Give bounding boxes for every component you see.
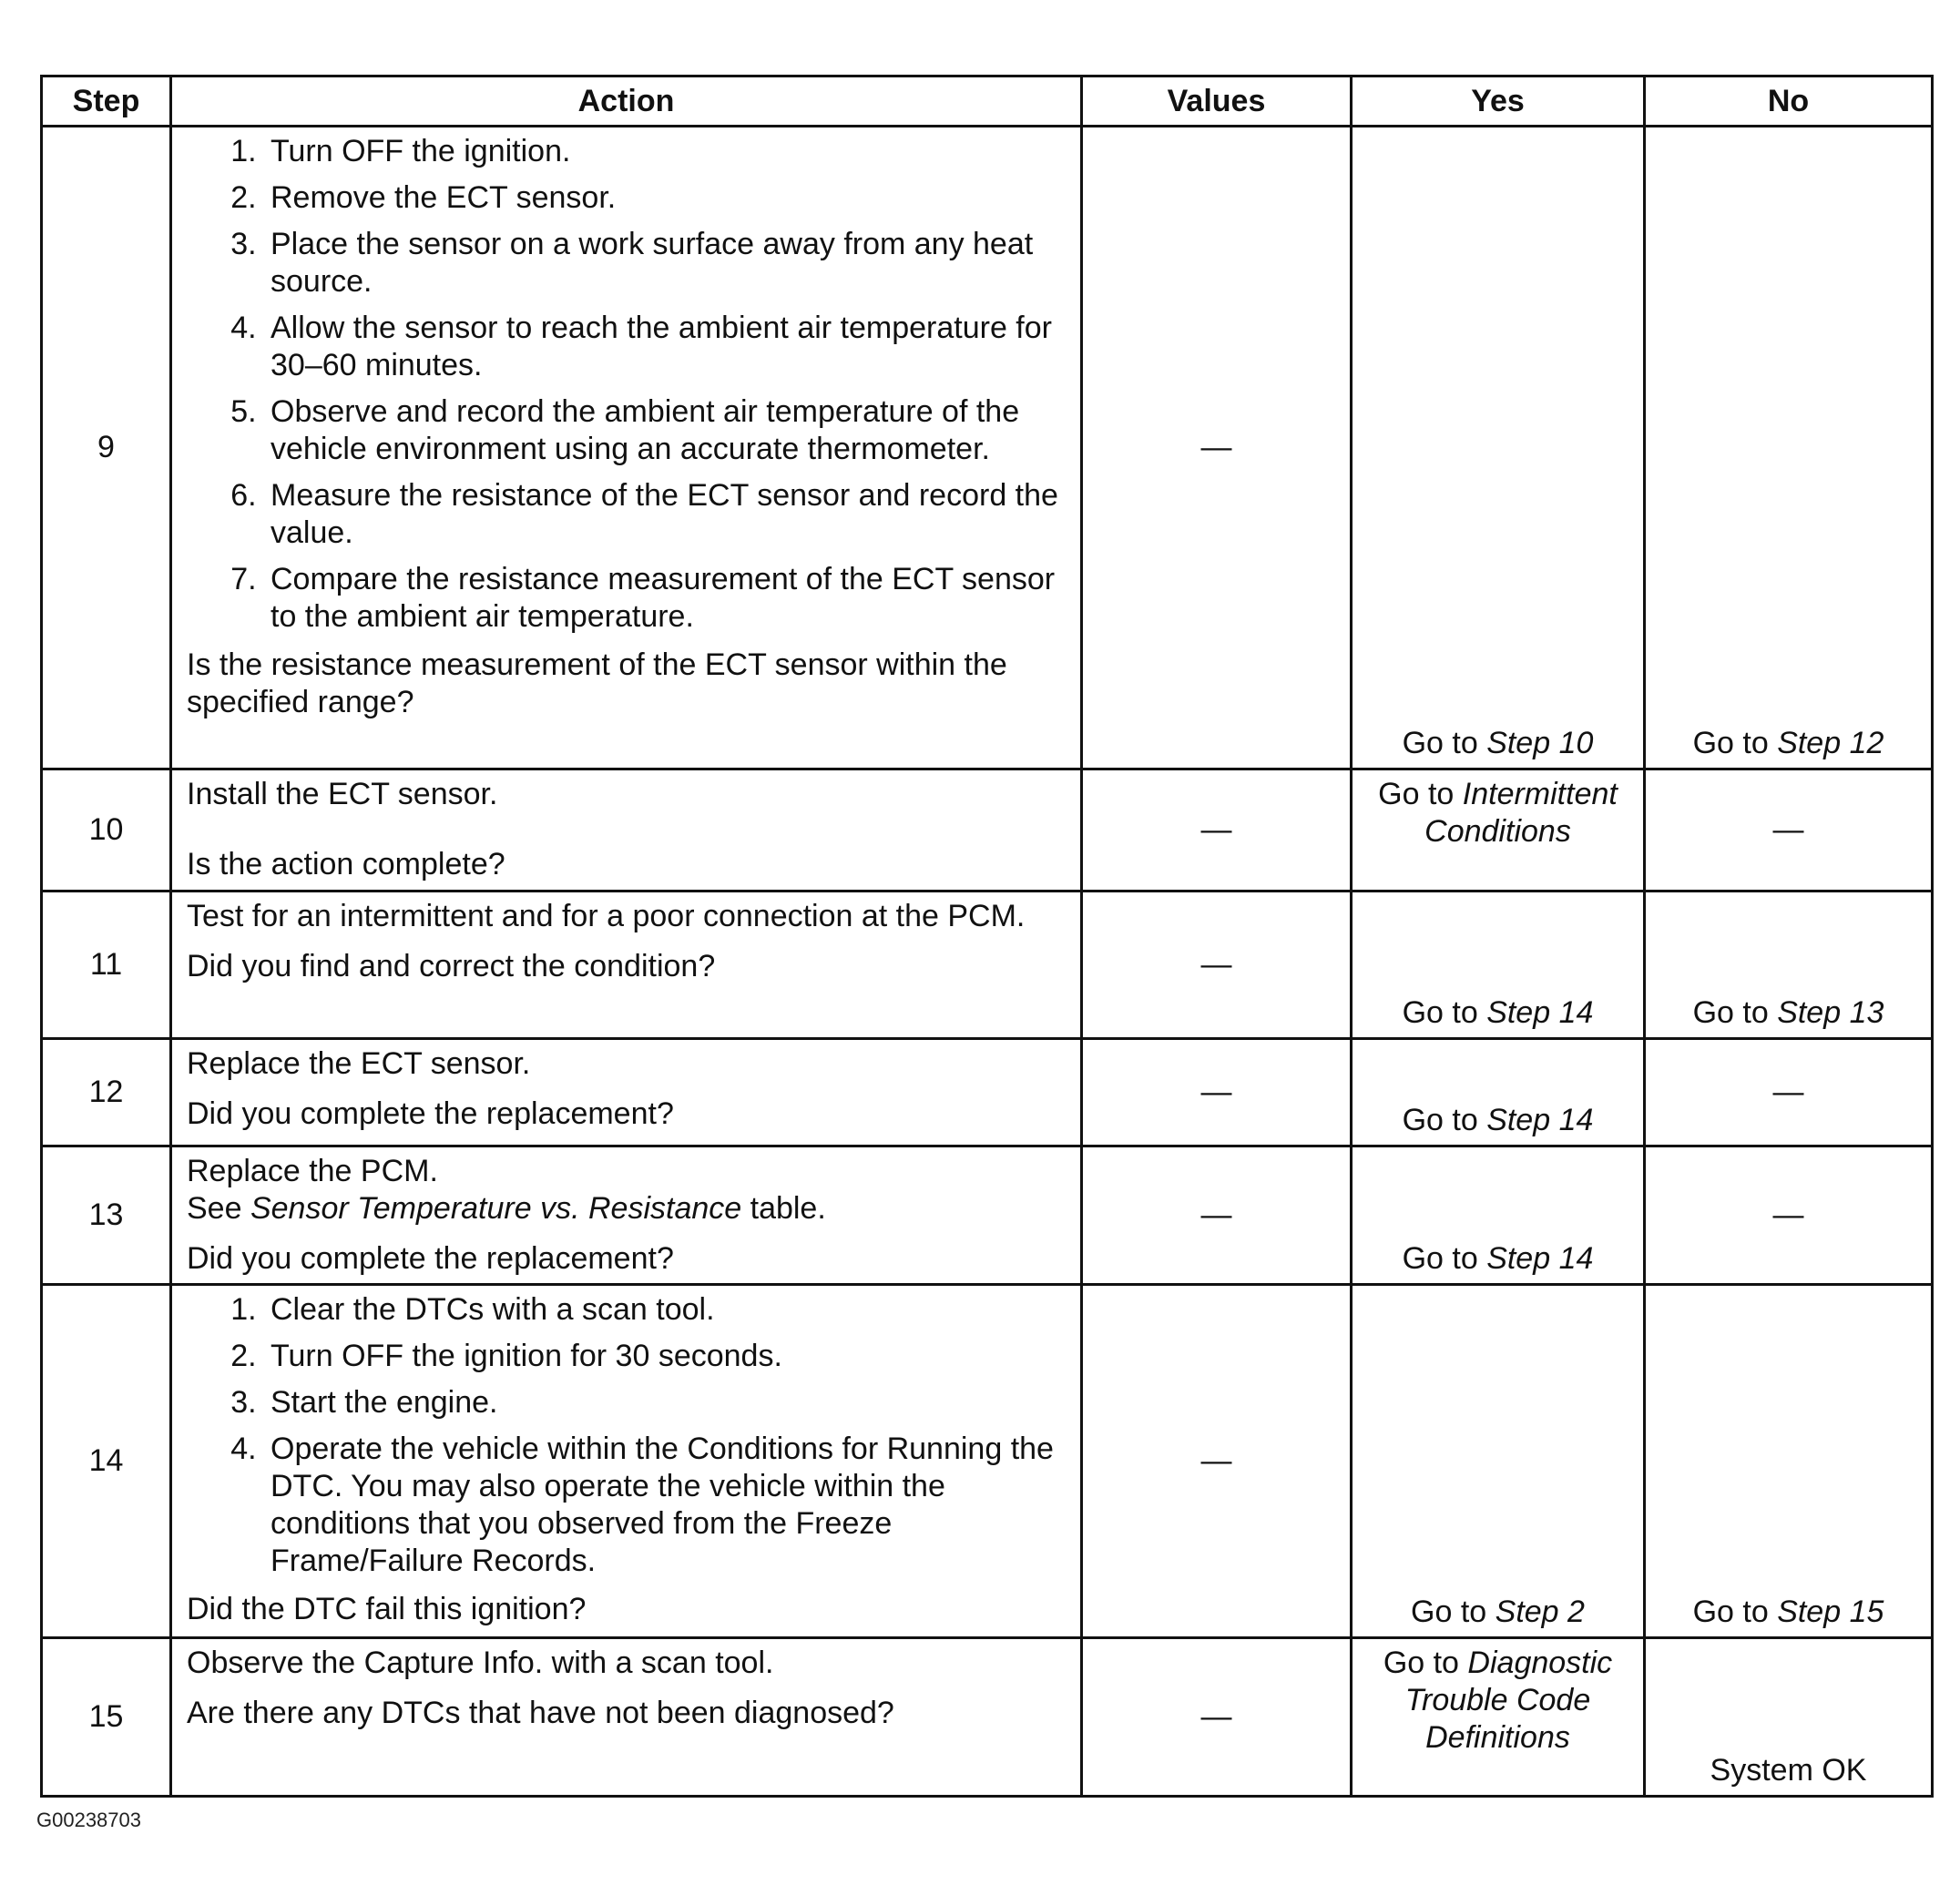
action-item: 1. Clear the DTCs with a scan tool. (265, 1291, 1066, 1329)
no-cell (1645, 1285, 1933, 1638)
no-link: Step 12 (1777, 726, 1884, 760)
action-text: Replace the PCM. (187, 1154, 438, 1188)
action-cell (171, 1638, 1082, 1797)
action-cell (171, 892, 1082, 1039)
diagnostic-table (40, 75, 1934, 1798)
action-cell (171, 769, 1082, 892)
action-question: Did you complete the replacement? (187, 1096, 674, 1131)
step-number: 12 (42, 1039, 171, 1146)
step-number: 14 (42, 1285, 171, 1638)
action-cell (171, 1146, 1082, 1285)
see-suffix: table. (741, 1191, 826, 1226)
yes-link: Diagnostic Trouble Code Definitions (1404, 1646, 1613, 1755)
action-item: 2. Turn OFF the ignition for 30 seconds. (265, 1338, 1066, 1375)
action-item: 3. Place the sensor on a work surface away from any heat source. (265, 226, 1066, 301)
action-item: 5. Observe and record the ambient air temperature of the vehicle environment using an accurate thermometer. (265, 393, 1066, 468)
yes-cell (1352, 1285, 1645, 1638)
no-prefix: Go to (1692, 1595, 1778, 1629)
no-cell: System OK (1645, 1638, 1933, 1797)
yes-cell (1352, 1039, 1645, 1146)
step-number: 15 (42, 1638, 171, 1797)
see-link: Sensor Temperature vs. Resistance (250, 1191, 742, 1226)
table-row (42, 1146, 1933, 1285)
action-item: 4. Allow the sensor to reach the ambient air temperature for 30–60 minutes. (265, 310, 1066, 384)
action-question: Did you complete the replacement? (187, 1241, 674, 1276)
step-number: 10 (42, 769, 171, 892)
step-number: 11 (42, 892, 171, 1039)
values-cell: — (1082, 127, 1352, 769)
yes-prefix: Go to (1402, 726, 1487, 760)
action-cell (171, 1039, 1082, 1146)
action-item: 7. Compare the resistance measurement of the ECT sensor to the ambient air temperature. (265, 561, 1066, 636)
no-cell (1645, 127, 1933, 769)
table-row (42, 1285, 1933, 1638)
action-item: 1. Turn OFF the ignition. (265, 133, 1066, 170)
action-question: Did you find and correct the condition? (187, 949, 716, 983)
yes-prefix: Go to (1411, 1595, 1496, 1629)
action-text: Observe the Capture Info. with a scan tool. (187, 1646, 774, 1680)
header-row (42, 76, 1933, 127)
table-row (42, 892, 1933, 1039)
action-question: Is the action complete? (187, 847, 505, 881)
values-cell: — (1082, 1285, 1352, 1638)
header-action: Action (171, 76, 1082, 127)
values-cell: — (1082, 1039, 1352, 1146)
values-cell: — (1082, 769, 1352, 892)
yes-prefix: Go to (1383, 1646, 1468, 1680)
step-number: 9 (42, 127, 171, 769)
header-yes: Yes (1352, 76, 1645, 127)
action-text: Install the ECT sensor. (187, 777, 498, 811)
see-prefix: See (187, 1191, 250, 1226)
action-item: 2. Remove the ECT sensor. (265, 179, 1066, 217)
action-item: 6. Measure the resistance of the ECT sensor and record the value. (265, 477, 1066, 552)
action-cell (171, 127, 1082, 769)
yes-cell (1352, 1146, 1645, 1285)
yes-prefix: Go to (1402, 1241, 1487, 1276)
yes-link: Step 14 (1486, 995, 1594, 1030)
no-link: Step 13 (1777, 995, 1884, 1030)
no-cell (1645, 892, 1933, 1039)
values-cell: — (1082, 1638, 1352, 1797)
table-row (42, 769, 1933, 892)
yes-link: Step 14 (1486, 1241, 1594, 1276)
no-cell: — (1645, 1039, 1933, 1146)
no-cell: — (1645, 1146, 1933, 1285)
table-row (42, 1039, 1933, 1146)
step-number: 13 (42, 1146, 171, 1285)
yes-link: Intermittent Conditions (1424, 777, 1618, 849)
yes-cell (1352, 127, 1645, 769)
yes-link: Step 14 (1486, 1103, 1594, 1137)
yes-prefix: Go to (1402, 995, 1487, 1030)
header-values: Values (1082, 76, 1352, 127)
action-question: Are there any DTCs that have not been diagnosed? (187, 1696, 894, 1730)
action-reference (187, 1190, 1066, 1228)
action-list (187, 1291, 1066, 1580)
yes-cell (1352, 1638, 1645, 1797)
no-prefix: Go to (1692, 726, 1778, 760)
header-no: No (1645, 76, 1933, 127)
table-row (42, 127, 1933, 769)
no-cell: — (1645, 769, 1933, 892)
action-text: Test for an intermittent and for a poor connection at the PCM. (187, 899, 1026, 933)
yes-link: Step 2 (1495, 1595, 1585, 1629)
action-question: Is the resistance measurement of the ECT sensor within the specified range? (187, 647, 1007, 719)
values-cell: — (1082, 892, 1352, 1039)
action-text: Replace the ECT sensor. (187, 1046, 531, 1081)
action-item: 3. Start the engine. (265, 1384, 1066, 1421)
yes-prefix: Go to (1378, 777, 1463, 811)
yes-cell (1352, 769, 1645, 892)
yes-link: Step 10 (1486, 726, 1594, 760)
no-link: Step 15 (1777, 1595, 1884, 1629)
yes-cell (1352, 892, 1645, 1039)
action-question: Did the DTC fail this ignition? (187, 1592, 587, 1626)
figure-id: G00238703 (36, 1809, 141, 1831)
action-cell (171, 1285, 1082, 1638)
no-prefix: Go to (1692, 995, 1778, 1030)
header-step: Step (42, 76, 171, 127)
yes-prefix: Go to (1402, 1103, 1487, 1137)
values-cell: — (1082, 1146, 1352, 1285)
action-list (187, 133, 1066, 636)
action-item: 4. Operate the vehicle within the Conditions for Running the DTC. You may also operate the vehicle within the conditions that you observed from the Freeze Frame/Failure Records. (265, 1431, 1066, 1580)
table-row (42, 1638, 1933, 1797)
